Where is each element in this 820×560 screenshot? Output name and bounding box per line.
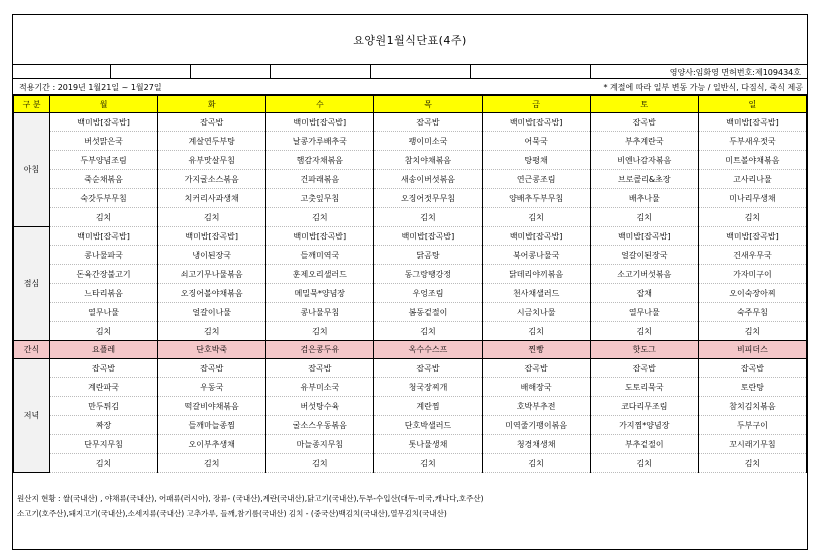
menu-item: 두부구이: [698, 416, 806, 435]
menu-item: 김치: [158, 322, 266, 341]
origin-line-2: 소고기(호주산),돼지고기(국내산),소세지류(국내산) 고추가루, 들깨,참기름(국내산) 김치 - (중국산)백김치(국내산),열무김치(국내산): [17, 509, 447, 518]
menu-item: 잡곡밥: [590, 359, 698, 378]
menu-item: 백미밥[잡곡밥]: [50, 227, 158, 246]
breakfast-label: 아침: [14, 113, 50, 227]
menu-item: 들깨마늘종찜: [158, 416, 266, 435]
dinner-row: [14, 454, 807, 473]
menu-item: 오징어젓무무침: [374, 189, 482, 208]
menu-item: 만두튀김: [50, 397, 158, 416]
menu-item: 김치: [266, 454, 374, 473]
snack-item: 옥수수스프: [374, 341, 482, 359]
menu-item: 참치야채볶음: [374, 151, 482, 170]
menu-item: 김치: [590, 208, 698, 227]
menu-item: 팽이미소국: [374, 132, 482, 151]
menu-item: 김치: [698, 454, 806, 473]
menu-item: 백미밥[잡곡밥]: [266, 227, 374, 246]
menu-item: 들깨미역국: [266, 246, 374, 265]
menu-item: 죽순채볶음: [50, 170, 158, 189]
menu-item: 미역줄기팽이볶음: [482, 416, 590, 435]
menu-item: 잡곡밥: [50, 359, 158, 378]
day-header: 토: [590, 96, 698, 113]
menu-item: 김치: [266, 322, 374, 341]
menu-item: 건새우무국: [698, 246, 806, 265]
day-header: 일: [698, 96, 806, 113]
menu-item: 봄동겉절이: [374, 303, 482, 322]
menu-item: 숙주무침: [698, 303, 806, 322]
menu-item: 김치: [590, 454, 698, 473]
snack-item: 비피더스: [698, 341, 806, 359]
menu-item: 김치: [50, 208, 158, 227]
origin-line-1: 원산지 현황 : 쌀(국내산) , 야채류(국내산), 어패류(러시아), 장류- (국내산),계란(국내산),닭고기(국내산),두부-수입산(대두-미국,캐나다,호주산): [17, 494, 484, 503]
division-header: 구 분: [14, 96, 50, 113]
menu-item: 돈육간장불고기: [50, 265, 158, 284]
breakfast-row: [14, 208, 807, 227]
menu-item: 잡채: [590, 284, 698, 303]
menu-item: 닭곰탕: [374, 246, 482, 265]
menu-item: 미나리무생채: [698, 189, 806, 208]
menu-item: 김치: [50, 454, 158, 473]
menu-item: 탕평채: [482, 151, 590, 170]
menu-table: [13, 95, 807, 473]
lunch-row: [14, 322, 807, 341]
menu-item: 콩나물무침: [266, 303, 374, 322]
note-text: * 계절에 따라 일부 변동 가능 / 일반식, 다짐식, 죽식 제공: [603, 83, 803, 92]
menu-item: 쇠고기무나물볶음: [158, 265, 266, 284]
menu-item: 연근콩조림: [482, 170, 590, 189]
menu-item: 고춧잎무침: [266, 189, 374, 208]
menu-item: 김치: [482, 208, 590, 227]
dinner-row: [14, 435, 807, 454]
menu-item: 톳나물생채: [374, 435, 482, 454]
menu-item: 우동국: [158, 378, 266, 397]
menu-item: 도토리묵국: [590, 378, 698, 397]
menu-item: 오이숙장아찌: [698, 284, 806, 303]
menu-item: 부추계란국: [590, 132, 698, 151]
info-cell: [471, 65, 591, 79]
info-cell: [191, 65, 271, 79]
menu-item: 김치: [158, 454, 266, 473]
lunch-row: [14, 265, 807, 284]
day-header: 수: [266, 96, 374, 113]
menu-item: 백미밥[잡곡밥]: [698, 227, 806, 246]
menu-item: 냉이된장국: [158, 246, 266, 265]
menu-item: 계살연두부탕: [158, 132, 266, 151]
snack-item: 요플레: [50, 341, 158, 359]
menu-item: 계란찜: [374, 397, 482, 416]
menu-item: 김치: [374, 208, 482, 227]
menu-item: 버섯맑은국: [50, 132, 158, 151]
menu-item: 가자미구이: [698, 265, 806, 284]
menu-item: 마늘종지무침: [266, 435, 374, 454]
snack-item: 핫도그: [590, 341, 698, 359]
menu-item: 청경채생채: [482, 435, 590, 454]
menu-item: 시금치나물: [482, 303, 590, 322]
menu-item: 천사채샐러드: [482, 284, 590, 303]
title-row: [13, 15, 807, 65]
menu-item: 훈제오리샐러드: [266, 265, 374, 284]
day-header: 월: [50, 96, 158, 113]
menu-item: 비엔나감자볶음: [590, 151, 698, 170]
info-cell: [111, 65, 191, 79]
menu-item: 백미밥[잡곡밥]: [374, 227, 482, 246]
menu-item: 코다리무조림: [590, 397, 698, 416]
menu-item: 김치: [374, 322, 482, 341]
menu-body: [14, 113, 807, 473]
menu-item: 백미밥[잡곡밥]: [698, 113, 806, 132]
menu-item: 새송이버섯볶음: [374, 170, 482, 189]
menu-item: 떡갈비야채볶음: [158, 397, 266, 416]
snack-label: 간식: [14, 341, 50, 359]
menu-item: 열무나물: [50, 303, 158, 322]
menu-item: 김치: [50, 322, 158, 341]
menu-item: 양배추두부무침: [482, 189, 590, 208]
lunch-row: [14, 303, 807, 322]
menu-item: 김치: [590, 322, 698, 341]
dinner-label: 저녁: [14, 359, 50, 473]
page-title: 요양원1월식단표(4주): [353, 33, 467, 47]
menu-item: 김치: [266, 208, 374, 227]
breakfast-row: [14, 151, 807, 170]
menu-item: 단호박샐러드: [374, 416, 482, 435]
menu-item: 짜장: [50, 416, 158, 435]
menu-item: 김치: [158, 208, 266, 227]
menu-item: 건파래볶음: [266, 170, 374, 189]
menu-item: 우엉조림: [374, 284, 482, 303]
info-cell: [271, 65, 371, 79]
period-text: 적용기간 : 2019년 1월21일 ~ 1월27일: [19, 83, 162, 92]
menu-item: 버섯탕수육: [266, 397, 374, 416]
origin-footer: [13, 491, 807, 549]
menu-item: 청국장찌개: [374, 378, 482, 397]
menu-item: 북어콩나물국: [482, 246, 590, 265]
menu-item: 두부양념조림: [50, 151, 158, 170]
menu-item: 단무지무침: [50, 435, 158, 454]
menu-item: 꼬시래기무침: [698, 435, 806, 454]
snack-item: 단호박죽: [158, 341, 266, 359]
menu-item: 백미밥[잡곡밥]: [482, 227, 590, 246]
menu-item: 콩나물파국: [50, 246, 158, 265]
breakfast-row: [14, 189, 807, 208]
menu-item: 백미밥[잡곡밥]: [266, 113, 374, 132]
menu-item: 참치김치볶음: [698, 397, 806, 416]
day-header: 금: [482, 96, 590, 113]
lunch-row: [14, 284, 807, 303]
menu-item: 잡곡밥: [266, 359, 374, 378]
menu-item: 치커리사과생채: [158, 189, 266, 208]
menu-item: 날콩가루배추국: [266, 132, 374, 151]
dinner-row: [14, 416, 807, 435]
info-cell: [13, 65, 111, 79]
breakfast-row: [14, 113, 807, 132]
menu-item: 잡곡밥: [698, 359, 806, 378]
menu-item: 미트볼야채볶음: [698, 151, 806, 170]
menu-item: 김치: [374, 454, 482, 473]
breakfast-row: [14, 170, 807, 189]
menu-item: 백미밥[잡곡밥]: [158, 227, 266, 246]
menu-item: 잡곡밥: [482, 359, 590, 378]
menu-item: 부추겉절이: [590, 435, 698, 454]
menu-item: 유부미소국: [266, 378, 374, 397]
menu-item: 유부맛살무침: [158, 151, 266, 170]
period-row: [13, 79, 807, 95]
menu-item: 햄감자채볶음: [266, 151, 374, 170]
menu-item: 잡곡밥: [158, 113, 266, 132]
snack-item: 검은콩두유: [266, 341, 374, 359]
lunch-label: 점심: [14, 227, 50, 341]
menu-item: 백미밥[잡곡밥]: [590, 227, 698, 246]
menu-item: 메밀묵*양념장: [266, 284, 374, 303]
info-row: [13, 65, 807, 79]
snack-item: 찐빵: [482, 341, 590, 359]
menu-item: 오이부추생채: [158, 435, 266, 454]
dinner-row: [14, 378, 807, 397]
menu-item: 얼갈이나물: [158, 303, 266, 322]
menu-item: 숙갓두부무침: [50, 189, 158, 208]
menu-item: 배해장국: [482, 378, 590, 397]
menu-item: 잡곡밥: [374, 359, 482, 378]
header-row: [14, 96, 807, 113]
menu-item: 호박부추전: [482, 397, 590, 416]
menu-item: 잡곡밥: [374, 113, 482, 132]
menu-sheet: [12, 14, 808, 550]
dinner-row: [14, 397, 807, 416]
menu-item: 소고기버섯볶음: [590, 265, 698, 284]
menu-item: 굴소스우동볶음: [266, 416, 374, 435]
menu-item: 열무나물: [590, 303, 698, 322]
menu-item: 잡곡밥: [590, 113, 698, 132]
menu-item: 고사리나물: [698, 170, 806, 189]
menu-item: 김치: [698, 322, 806, 341]
menu-item: 동그랑땡강정: [374, 265, 482, 284]
menu-item: 어묵국: [482, 132, 590, 151]
menu-item: 가지굴소스볶음: [158, 170, 266, 189]
menu-item: 가지찜*양념장: [590, 416, 698, 435]
info-cell: [371, 65, 471, 79]
menu-item: 잡곡밥: [158, 359, 266, 378]
menu-item: 닭데리야끼볶음: [482, 265, 590, 284]
menu-item: 배추나물: [590, 189, 698, 208]
lunch-row: [14, 227, 807, 246]
menu-item: 느타리볶음: [50, 284, 158, 303]
menu-item: 오징어볼야채볶음: [158, 284, 266, 303]
menu-item: 김치: [482, 322, 590, 341]
menu-item: 두부새우젓국: [698, 132, 806, 151]
dietitian-info: 영양사:임화영 면허번호:제109434호: [669, 68, 801, 77]
menu-item: 토란탕: [698, 378, 806, 397]
menu-item: 브로콜리&초장: [590, 170, 698, 189]
menu-item: 김치: [482, 454, 590, 473]
breakfast-row: [14, 132, 807, 151]
lunch-row: [14, 246, 807, 265]
day-header: 화: [158, 96, 266, 113]
menu-item: 백미밥[잡곡밥]: [482, 113, 590, 132]
day-header: 목: [374, 96, 482, 113]
snack-row: [14, 341, 807, 359]
menu-item: 얼갈이된장국: [590, 246, 698, 265]
menu-item: 백미밥[잡곡밥]: [50, 113, 158, 132]
dinner-row: [14, 359, 807, 378]
menu-item: 계란파국: [50, 378, 158, 397]
menu-item: 김치: [698, 208, 806, 227]
